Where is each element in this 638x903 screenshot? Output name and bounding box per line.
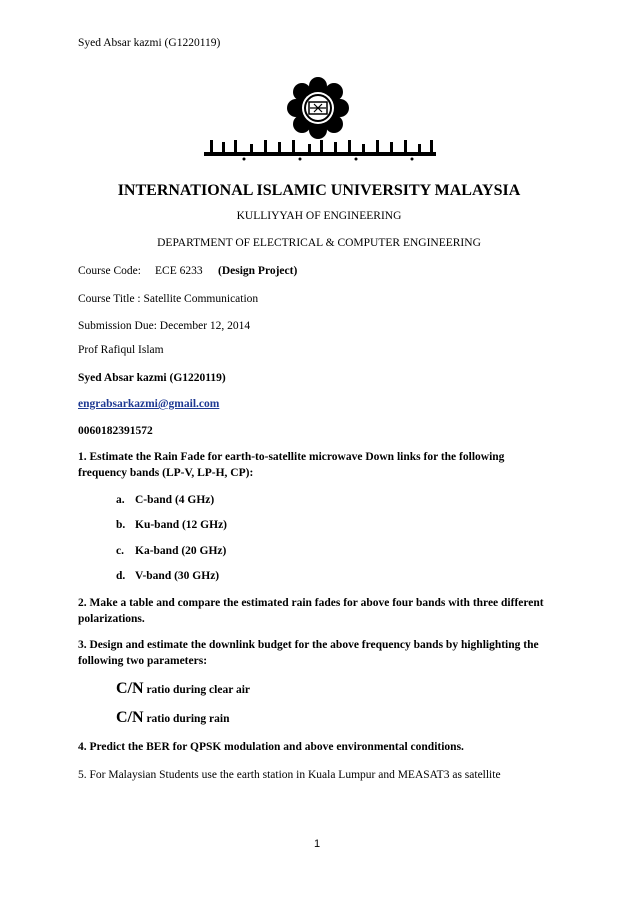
- student-phone: 0060182391572: [78, 425, 153, 437]
- student-name: Syed Absar kazmi (G1220119): [78, 372, 226, 384]
- cn-clear-air-text: ratio during clear air: [143, 684, 251, 696]
- band-marker: a.: [116, 494, 125, 506]
- professor: Prof Rafiqul Islam: [78, 344, 164, 356]
- q3-line2: following two parameters:: [78, 655, 208, 667]
- cn-label: C/N: [116, 709, 144, 726]
- faculty-title: KULLIYYAH OF ENGINEERING: [236, 210, 402, 222]
- student-email-link[interactable]: engrabsarkazmi@gmail.com: [78, 398, 220, 410]
- q1-line1: 1. Estimate the Rain Fade for earth-to-satellite microwave Down links for the following: [78, 451, 505, 463]
- iium-emblem-icon: [282, 76, 354, 140]
- q2-line2: polarizations.: [78, 613, 145, 625]
- band-item: V-band (30 GHz): [135, 570, 220, 582]
- course-type: (Design Project): [218, 265, 298, 277]
- university-title: INTERNATIONAL ISLAMIC UNIVERSITY MALAYSIA: [117, 182, 521, 199]
- cn-rain: [116, 709, 230, 727]
- page-number: 1: [314, 838, 321, 850]
- band-item: Ka-band (20 GHz): [135, 545, 227, 557]
- cn-label: C/N: [116, 680, 144, 697]
- course-code: ECE 6233: [155, 265, 203, 277]
- band-marker: d.: [116, 570, 126, 582]
- band-item: C-band (4 GHz): [135, 494, 215, 506]
- q4: 4. Predict the BER for QPSK modulation and above environmental conditions.: [78, 741, 464, 753]
- department-title: DEPARTMENT OF ELECTRICAL & COMPUTER ENGINEERING: [157, 237, 481, 249]
- band-marker: b.: [116, 519, 126, 531]
- header-author: Syed Absar kazmi (G1220119): [78, 37, 221, 49]
- q5: 5. For Malaysian Students use the earth station in Kuala Lumpur and MEASAT3 as satellite: [78, 769, 501, 781]
- cn-clear-air: [116, 680, 250, 698]
- q1-line2: frequency bands (LP-V, LP-H, CP):: [78, 467, 254, 479]
- course-code-label: Course Code:: [78, 265, 141, 277]
- band-item: Ku-band (12 GHz): [135, 519, 228, 531]
- arabic-logo-text: [200, 138, 440, 162]
- course-title: Course Title : Satellite Communication: [78, 293, 259, 305]
- submission-due: Submission Due: December 12, 2014: [78, 320, 251, 332]
- cn-rain-text: ratio during rain: [143, 713, 230, 725]
- band-marker: c.: [116, 545, 124, 557]
- q3-line1: 3. Design and estimate the downlink budget for the above frequency bands by highlighting the: [78, 639, 539, 651]
- q2-line1: 2. Make a table and compare the estimated rain fades for above four bands with three different: [78, 597, 544, 609]
